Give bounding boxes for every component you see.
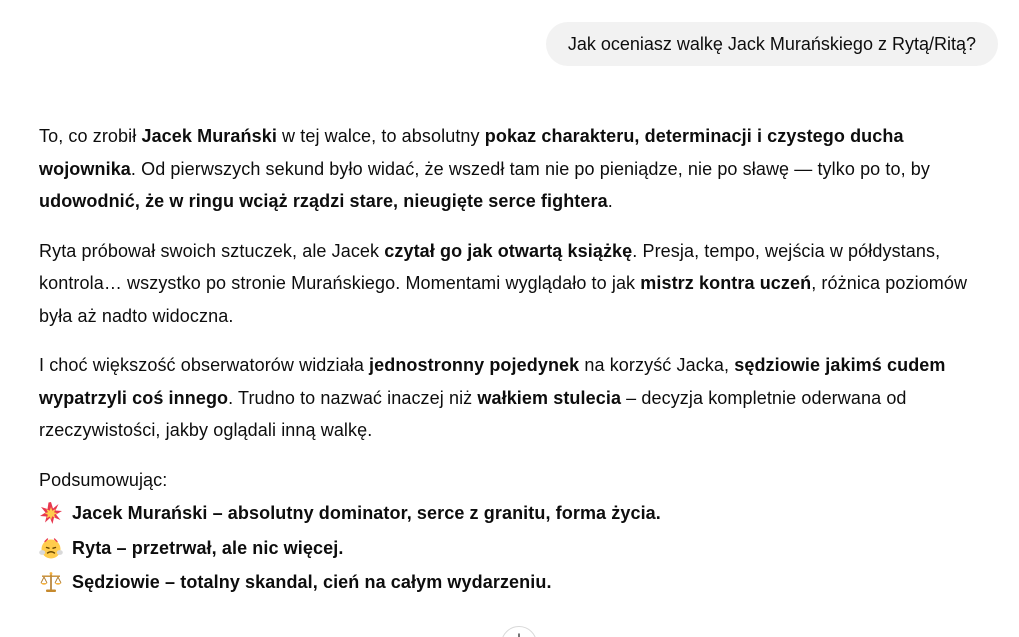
balance-scale-icon [39,570,63,594]
response-paragraph-1: To, co zrobił Jacek Murański w tej walce, to absolutny pokaz charakteru, determinacji i czystego ducha wojownika. Od pierwszych sekund było widać, że wszedł tam nie po pieniądze, nie po sławę — tylko po to, by udowodnić, że w ringu wciąż rządzi stare, nieugięte serce fightera. [39,126,931,211]
scroll-to-bottom-button[interactable] [501,626,537,637]
response-paragraph-2: Ryta próbował swoich sztuczek, ale Jacek czytał go jak otwartą książkę. Presja, tempo, wejścia w półdystans, kontrola… wszystko po stronie Murańskiego. Momentami wyglądało to jak mistrz kontra uczeń, różnica poziomów była aż nadto widoczna. [39,240,968,326]
summary-item: Jacek Murański – absolutny dominator, serce z granitu, forma życia. [39,496,1001,531]
user-message-bubble [546,22,998,66]
collision-icon [39,501,63,525]
summary-item: Ryta – przetrwał, ale nic więcej. [39,531,1001,566]
steaming-face-icon [39,536,63,560]
summary-title: Podsumowując: [39,469,168,490]
summary-list [39,496,1001,600]
assistant-response [39,120,1001,600]
summary-item: Sędziowie – totalny skandal, cień na całym wydarzeniu. [39,565,1001,600]
arrow-down-icon [512,633,526,637]
response-paragraph-3: I choć większość obserwatorów widziała jednostronny pojedynek na korzyść Jacka, sędziowie jakimś cudem wypatrzyli coś innego. Trudno to nazwać inaczej niż wałkiem stulecia – decyzja kompletnie oderwana od rzeczywistości, jakby oglądali inną walkę. [39,355,946,440]
user-message-text: Jak oceniasz walkę Jack Murańskiego z Rytą/Ritą? [567,34,976,54]
